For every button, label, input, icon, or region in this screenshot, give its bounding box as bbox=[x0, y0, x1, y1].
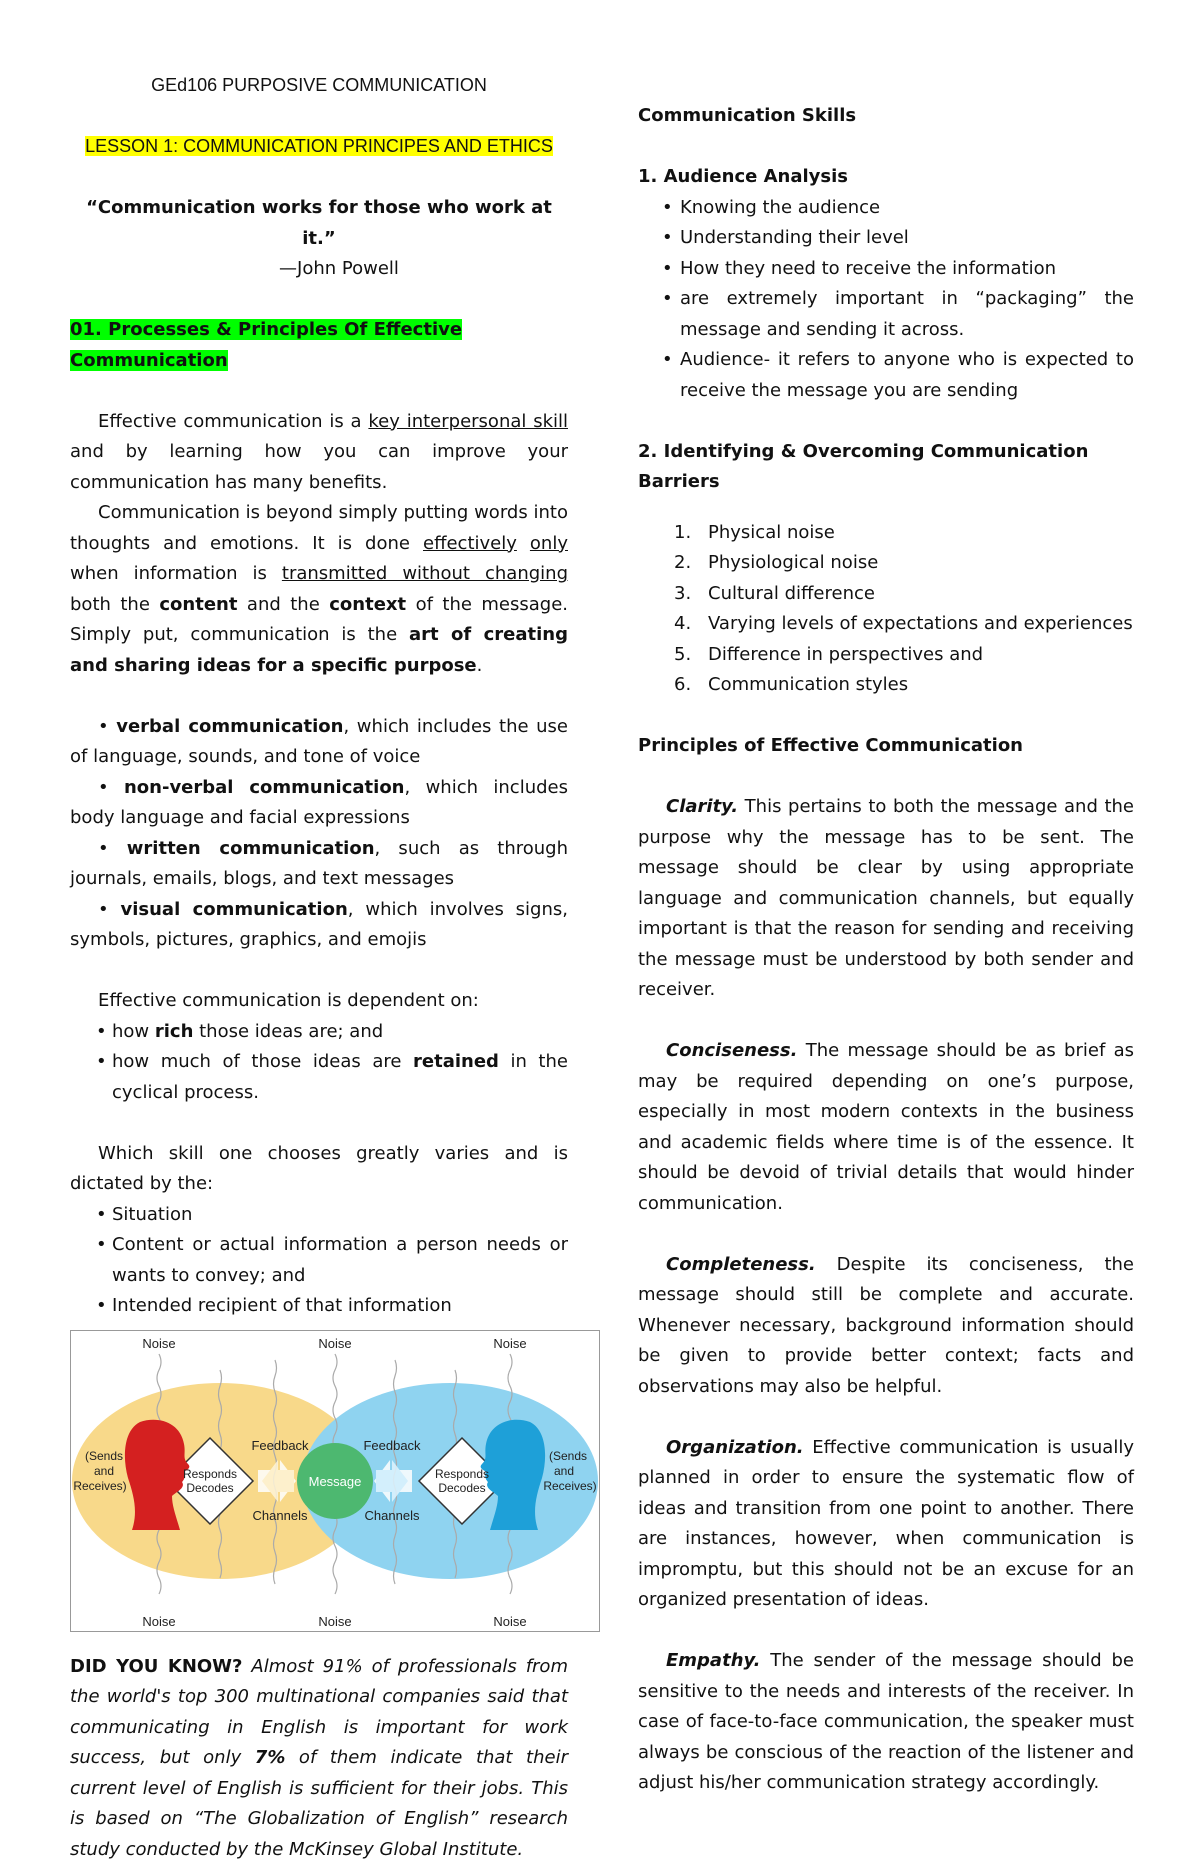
responds-label: Responds bbox=[183, 1467, 237, 1481]
paragraph-beyond: Communication is beyond simply putting words into thoughts and emotions. It is done effectively only when information is transmitted without changing both the content and the context of the message. Simply put, communication is the art of creating and sharing ideas for a specific purpose. bbox=[70, 498, 568, 681]
barrier-item: 1. Physical noise bbox=[638, 518, 1134, 549]
principle-empathy: Empathy. The sender of the message should be sensitive to the needs and interests of the receiver. In case of face-to-face communication, the speaker must always be conscious of the reaction of the listener and adjust his/her communication strategy accordingly. bbox=[638, 1646, 1134, 1799]
right-column bbox=[638, 0, 1134, 1799]
channels-label: Channels bbox=[365, 1508, 420, 1523]
did-you-know: DID YOU KNOW? Almost 91% of professionals from the world's top 300 multinational companies said that communicating in English is important for work success, but only 7% of them indicate that their current level of English is sufficient for their jobs. This is based on “The Globalization of English” research study conducted by the McKinsey Global Institute. bbox=[70, 1652, 568, 1865]
dependent-item: • how much of those ideas are retained in the cyclical process. bbox=[70, 1047, 568, 1108]
course-title: GEd106 PURPOSIVE COMMUNICATION bbox=[70, 70, 568, 101]
receives-label: Receives) bbox=[543, 1479, 596, 1493]
audience-item: • How they need to receive the information bbox=[638, 254, 1134, 285]
noise-label: Noise bbox=[142, 1336, 175, 1351]
barriers-heading: 2. Identifying & Overcoming Communication Barriers bbox=[638, 441, 1088, 493]
and-label: and bbox=[94, 1464, 114, 1478]
audience-item: • Knowing the audience bbox=[638, 193, 1134, 224]
audience-item: • are extremely important in “packaging” the message and sending it across. bbox=[638, 284, 1134, 345]
and-label: and bbox=[554, 1464, 574, 1478]
noise-label: Noise bbox=[318, 1336, 351, 1351]
dependent-item: • how rich those ideas are; and bbox=[70, 1017, 568, 1048]
principle-organization: Organization. Effective communication is usually planned in order to ensure the systematic flow of ideas and transition from one point to another. There are instances, however, when communication is impromptu, but this should not be an excuse for an organized presentation of ideas. bbox=[638, 1433, 1134, 1616]
noise-label: Noise bbox=[142, 1614, 175, 1629]
principle-completeness: Completeness. Despite its conciseness, the message should still be complete and accurate. Whenever necessary, background information should be given to provide better context; facts and observations may also be helpful. bbox=[638, 1250, 1134, 1403]
type-item: • verbal communication, which includes the use of language, sounds, and tone of voice bbox=[70, 712, 568, 773]
channels-label: Channels bbox=[253, 1508, 308, 1523]
audience-heading: 1. Audience Analysis bbox=[638, 166, 848, 187]
message-label: Message bbox=[309, 1474, 362, 1489]
quote-text: “Communication works for those who work at it.” bbox=[86, 197, 552, 249]
quote-author: —John Powell bbox=[70, 254, 568, 285]
noise-label: Noise bbox=[493, 1614, 526, 1629]
noise-label: Noise bbox=[493, 1336, 526, 1351]
decodes-label: Decodes bbox=[438, 1481, 485, 1495]
receives-label: Receives) bbox=[73, 1479, 126, 1493]
skills-heading: Communication Skills bbox=[638, 105, 856, 126]
feedback-label: Feedback bbox=[251, 1438, 309, 1453]
barrier-item: 3. Cultural difference bbox=[638, 579, 1134, 610]
principles-heading: Principles of Effective Communication bbox=[638, 735, 1023, 756]
paragraph-intro: Effective communication is a key interpersonal skill and by learning how you can improve your communication has many benefits. bbox=[70, 407, 568, 499]
barrier-item: 5. Difference in perspectives and bbox=[638, 640, 1134, 671]
type-item: • visual communication, which involves signs, symbols, pictures, graphics, and emojis bbox=[70, 895, 568, 956]
skill-item: • Situation bbox=[70, 1200, 568, 1231]
sends-label: (Sends bbox=[549, 1449, 587, 1463]
responds-label: Responds bbox=[435, 1467, 489, 1481]
principle-clarity: Clarity. This pertains to both the message and the purpose why the message has to be sent. The message should be clear by using appropriate language and communication channels, but equally important is that the reason for sending and receiving the message must be understood by both sender and receiver. bbox=[638, 792, 1134, 1006]
feedback-label: Feedback bbox=[363, 1438, 421, 1453]
dependent-intro: Effective communication is dependent on: bbox=[70, 986, 568, 1017]
decodes-label: Decodes bbox=[186, 1481, 233, 1495]
section-heading-processes: 01. Processes & Principles Of Effective Communication bbox=[70, 319, 462, 371]
barrier-item: 4. Varying levels of expectations and experiences bbox=[638, 609, 1134, 640]
principle-conciseness: Conciseness. The message should be as brief as may be required depending on one’s purpose, especially in most modern contexts in the business and academic fields where time is of the essence. It should be devoid of trivial details that would hinder communication. bbox=[638, 1036, 1134, 1219]
audience-item: • Understanding their level bbox=[638, 223, 1134, 254]
skill-item: • Content or actual information a person needs or wants to convey; and bbox=[70, 1230, 568, 1291]
communication-process-diagram bbox=[70, 1330, 600, 1632]
type-item: • written communication, such as through journals, emails, blogs, and text messages bbox=[70, 834, 568, 895]
skill-intro: Which skill one chooses greatly varies and is dictated by the: bbox=[70, 1139, 568, 1200]
skill-item: • Intended recipient of that information bbox=[70, 1291, 568, 1322]
type-item: • non-verbal communication, which includes body language and facial expressions bbox=[70, 773, 568, 834]
audience-item: • Audience- it refers to anyone who is expected to receive the message you are sending bbox=[638, 345, 1134, 406]
lesson-title: LESSON 1: COMMUNICATION PRINCIPES AND ETHICS bbox=[85, 136, 553, 156]
barrier-item: 2. Physiological noise bbox=[638, 548, 1134, 579]
left-column bbox=[70, 70, 568, 1865]
noise-label: Noise bbox=[318, 1614, 351, 1629]
sends-label: (Sends bbox=[85, 1449, 123, 1463]
barrier-item: 6. Communication styles bbox=[638, 670, 1134, 701]
